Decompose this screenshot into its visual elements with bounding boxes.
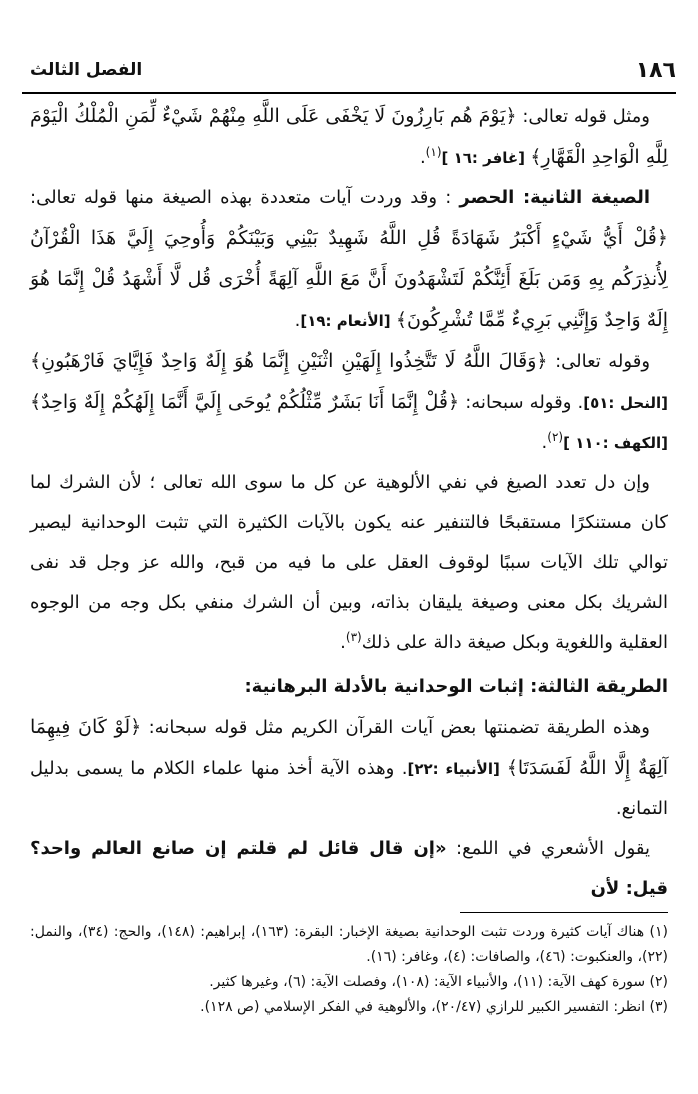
footnote-marker: (١) xyxy=(425,145,442,159)
p3-lead: وقوله تعالى: xyxy=(547,351,651,372)
footnote-3: (٣) انظر: التفسير الكبير للرازي (٢٠/٤٧)، والألوهية في الفكر الإسلامي (ص ١٢٨). xyxy=(200,999,668,1015)
paragraph-6 xyxy=(30,829,668,909)
footnote-rule xyxy=(460,912,668,913)
p2-end: . xyxy=(294,310,301,331)
section-heading: الطريقة الثالثة: إثبات الوحدانية بالأدلة البرهانية: xyxy=(244,676,668,697)
footnote-1: (١) هناك آيات كثيرة وردت تثبت الوحدانية بصيغة الإخبار: البقرة: (١٦٣)، إبراهيم: (١٤٨)، والحج: (٣٤)، والنمل: (٢٢)، والعنكبوت: (٤٦)، والصافات: (٤)، وغافر: (١٦). xyxy=(30,924,669,965)
verse-reference: [الأنبياء :٢٢] xyxy=(407,760,507,778)
p1-lead: ومثل قوله تعالى: xyxy=(516,106,650,127)
page-number: ١٨٦ xyxy=(635,58,676,83)
p4-end: . xyxy=(340,632,346,653)
verse-reference: [النحل :٥١] xyxy=(583,394,668,412)
quran-verse: ﴿يَوْمَ هُم بَارِزُونَ لَا يَخْفَى عَلَى اللَّهِ مِنْهُمْ شَيْءٌ لِّمَنِ الْمُلْكُ الْيَوْمَ لِلَّهِ الْوَاحِدِ الْقَهَّارِ﴾ xyxy=(30,105,668,168)
verse-reference: [غافر :١٦ ] xyxy=(441,149,531,167)
p5-rest: . وهذه الآية أخذ منها علماء الكلام ما يسمى بدليل التمانع. xyxy=(30,758,668,819)
running-header xyxy=(22,58,676,88)
quotation: «إن قال قائل لم قلتم إن صانع العالم واحد؟ قيل: لأن xyxy=(30,838,668,899)
quran-verse: ﴿قُلْ إِنَّمَا أَنَا بَشَرٌ مِّثْلُكُمْ يُوحَى إِلَيَّ أَنَّمَا إِلَهُكُمْ إِلَهٌ وَاحِدٌ﴾ xyxy=(30,391,460,413)
p3-mid: . وقوله سبحانه: xyxy=(459,392,584,413)
main-text xyxy=(30,96,668,909)
p5-lead: وهذه الطريقة تضمنتها بعض آيات القرآن الكريم مثل قوله سبحانه: xyxy=(141,717,650,738)
paragraph-2 xyxy=(30,178,668,341)
header-rule xyxy=(22,92,676,94)
verse-reference: [الكهف :١١٠ ] xyxy=(563,434,668,452)
chapter-title: الفصل الثالث xyxy=(30,60,143,80)
form-label: الصيغة الثانية: الحصر xyxy=(459,187,650,208)
p6-lead: يقول الأشعري في اللمع: xyxy=(446,838,650,859)
verse-reference: [الأنعام :١٩] xyxy=(300,312,396,330)
p3-end: . xyxy=(541,432,548,453)
quran-verse: ﴿وَقَالَ اللَّهُ لَا تَتَّخِذُوا إِلَهَيْنِ اثْنَيْنِ إِنَّمَا هُوَ إِلَهٌ وَاحِدٌ فَإِيَّايَ فَارْهَبُونِ﴾ xyxy=(30,350,548,372)
paragraph-3 xyxy=(30,341,668,463)
quran-verse: ﴿قُلْ أَيُّ شَيْءٍ أَكْبَرُ شَهَادَةً قُلِ اللَّهُ شَهِيدٌ بَيْنِي وَبَيْنَكُمْ وَأُوحِيَ إِلَيَّ هَذَا الْقُرْآنُ لِأُنذِرَكُم بِهِ وَمَن بَلَغَ أَئِنَّكُمْ لَتَشْهَدُونَ أَنَّ مَعَ اللَّهِ آلِهَةً أُخْرَى قُل لَّا أَشْهَدُ قُلْ إِنَّمَا هُوَ إِلَهٌ وَاحِدٌ وَإِنَّنِي بَرِيءٌ مِّمَّا تُشْرِكُونَ﴾ xyxy=(30,227,668,331)
paragraph-5 xyxy=(30,707,668,829)
footnote-marker: (٣) xyxy=(345,630,362,644)
paragraph-1 xyxy=(30,96,668,178)
quran-verse: ﴿لَوْ كَانَ فِيهِمَا آلِهَةٌ إِلَّا اللَّهُ لَفَسَدَتَا﴾ xyxy=(30,716,668,779)
p2-text: : وقد وردت آيات متعددة بهذه الصيغة منها قوله تعالى: xyxy=(30,187,460,208)
footnotes xyxy=(30,920,668,1020)
p1-end: . xyxy=(419,147,426,168)
p4-text: وإن دل تعدد الصيغ في نفي الألوهية عن كل ما سوى الله تعالى ؛ لأن الشرك لما كان مستنكرًا مستقبحًا فالتنفير عنه يكون بالآيات الكثيرة التي تثبت الوحدانية ليصير توالي تلك الآيات سببًا لوقوف العقل على ما فيه من قبح، والله عز وجل قد نفى الشريك بكل معنى وصيغة يليقان بذاته، وبين أن الشرك منفي بكل وجه من الوجوه العقلية واللغوية وبكل صيغة دالة على ذلك xyxy=(30,472,668,653)
paragraph-4 xyxy=(30,463,668,663)
footnote-marker: (٢) xyxy=(547,430,564,444)
footnote-2: (٢) سورة كهف الآية: (١١)، والأنبياء الآية: (١٠٨)، وفصلت الآية: (٦)، وغيرها كثير. xyxy=(209,974,668,990)
